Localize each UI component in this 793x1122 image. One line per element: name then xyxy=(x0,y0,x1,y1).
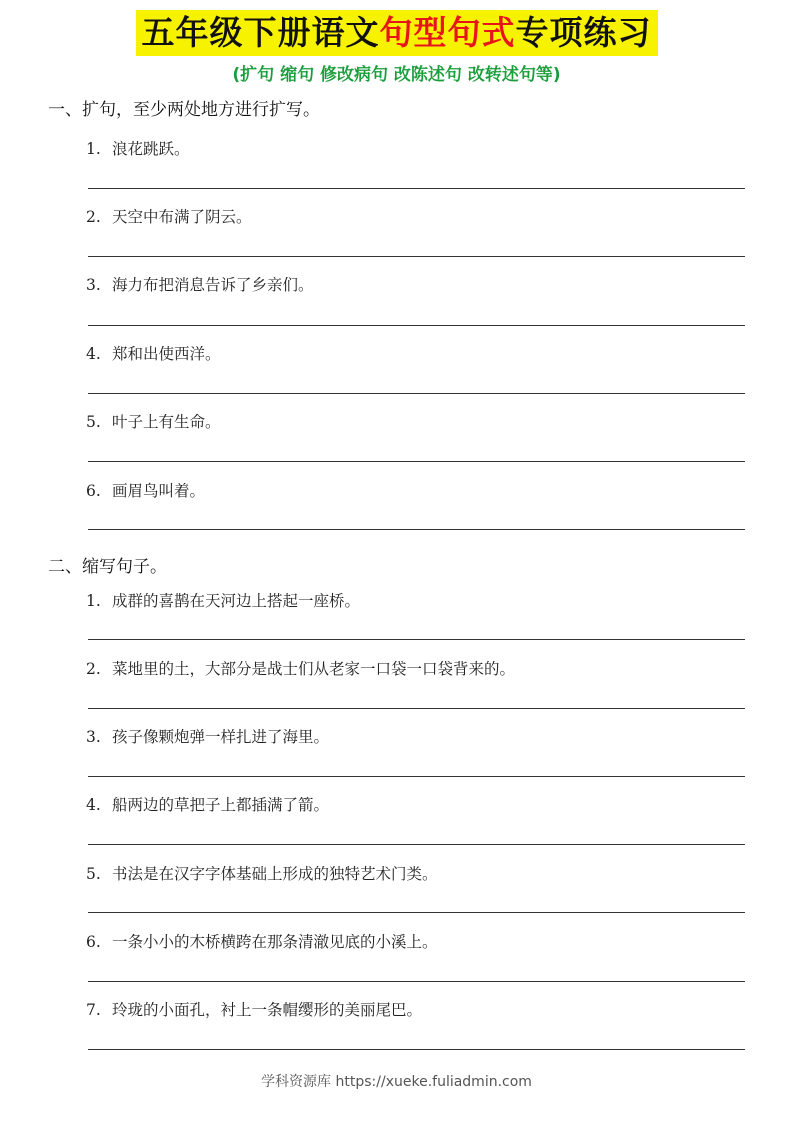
section1-item-2 xyxy=(86,205,252,227)
section2-item-3 xyxy=(86,725,329,747)
section2-heading: 二、缩写句子。 xyxy=(48,557,167,577)
page-subtitle: (扩句 缩句 修改病句 改陈述句 改转述句等) xyxy=(232,65,561,85)
answer-line[interactable] xyxy=(88,639,745,640)
section1-item-6 xyxy=(86,479,205,501)
item-number: 3. xyxy=(86,728,101,746)
answer-line[interactable] xyxy=(88,461,745,462)
item-text: 叶子上有生命。 xyxy=(112,413,221,431)
section1-item-4 xyxy=(86,342,221,364)
answer-line[interactable] xyxy=(88,188,745,189)
section2-item-7 xyxy=(86,998,422,1020)
section2-item-2 xyxy=(86,657,515,679)
item-number: 5. xyxy=(86,865,101,883)
item-text: 海力布把消息告诉了乡亲们。 xyxy=(112,276,314,294)
answer-line[interactable] xyxy=(88,529,745,530)
section1-heading: 一、扩句，至少两处地方进行扩写。 xyxy=(48,100,320,120)
answer-line[interactable] xyxy=(88,1049,745,1050)
page-title xyxy=(136,10,658,56)
section2-item-4 xyxy=(86,793,329,815)
title-highlight: 句型句式 xyxy=(379,13,516,52)
answer-line[interactable] xyxy=(88,325,745,326)
item-text: 画眉鸟叫着。 xyxy=(112,482,206,500)
item-number: 6. xyxy=(86,482,101,500)
section1-item-5 xyxy=(86,410,221,432)
item-number: 1. xyxy=(86,592,101,610)
item-text: 郑和出使西洋。 xyxy=(112,345,221,363)
item-number: 1. xyxy=(86,140,101,158)
item-number: 3. xyxy=(86,276,101,294)
item-text: 天空中布满了阴云。 xyxy=(112,208,252,226)
answer-line[interactable] xyxy=(88,912,745,913)
section2-item-1 xyxy=(86,589,360,611)
answer-line[interactable] xyxy=(88,844,745,845)
item-number: 4. xyxy=(86,796,101,814)
item-number: 2. xyxy=(86,660,101,678)
answer-line[interactable] xyxy=(88,708,745,709)
section1-item-1 xyxy=(86,137,190,159)
section2-item-5 xyxy=(86,862,438,884)
item-text: 成群的喜鹊在天河边上搭起一座桥。 xyxy=(112,592,361,610)
section2-item-6 xyxy=(86,930,438,952)
item-number: 5. xyxy=(86,413,101,431)
item-number: 6. xyxy=(86,933,101,951)
item-text: 书法是在汉字字体基础上形成的独特艺术门类。 xyxy=(112,865,438,883)
item-number: 2. xyxy=(86,208,101,226)
section1-item-3 xyxy=(86,273,314,295)
item-number: 4. xyxy=(86,345,101,363)
footer-source: 学科资源库 https://xueke.fuliadmin.com xyxy=(261,1074,532,1090)
answer-line[interactable] xyxy=(88,776,745,777)
item-text: 菜地里的土，大部分是战士们从老家一口袋一口袋背来的。 xyxy=(112,660,516,678)
item-text: 浪花跳跃。 xyxy=(112,140,190,158)
item-text: 一条小小的木桥横跨在那条清澈见底的小溪上。 xyxy=(112,933,438,951)
answer-line[interactable] xyxy=(88,981,745,982)
item-number: 7. xyxy=(86,1001,101,1019)
item-text: 孩子像颗炮弹一样扎进了海里。 xyxy=(112,728,330,746)
title-part1: 五年级下册语文 xyxy=(141,13,380,52)
answer-line[interactable] xyxy=(88,256,745,257)
title-wrap xyxy=(0,10,793,56)
item-text: 玲珑的小面孔，衬上一条帽缨形的美丽尾巴。 xyxy=(112,1001,423,1019)
item-text: 船两边的草把子上都插满了箭。 xyxy=(112,796,330,814)
answer-line[interactable] xyxy=(88,393,745,394)
title-part2: 专项练习 xyxy=(515,13,652,52)
